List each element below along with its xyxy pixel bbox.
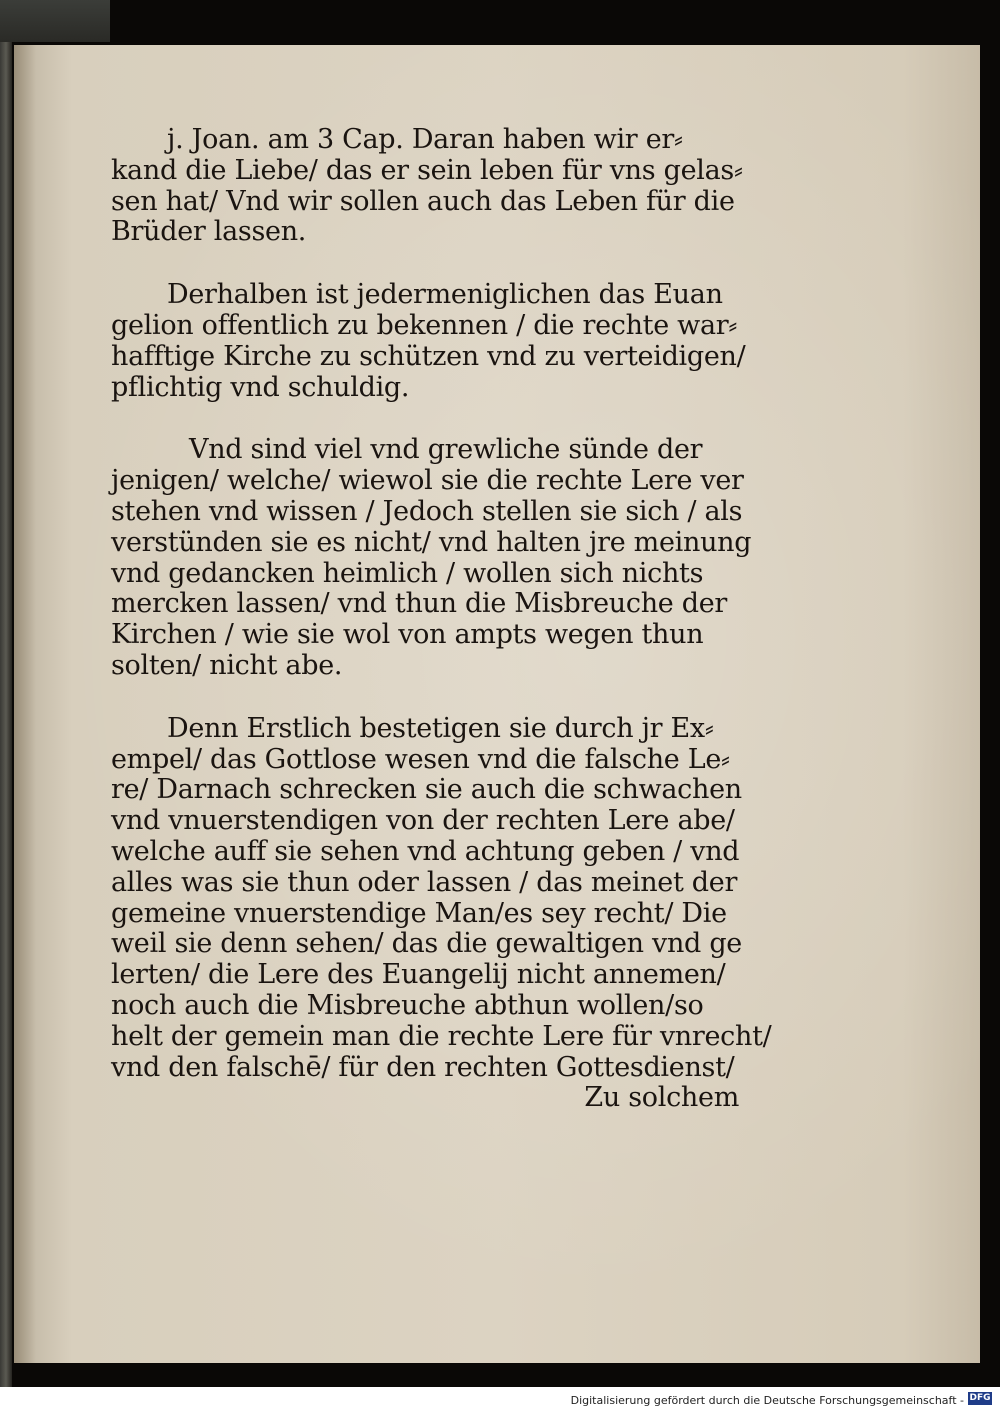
text-line: jenigen/ welche/ wiewol sie die rechte Lere ver	[111, 465, 744, 497]
text-line: gemeine vnuerstendige Man/es sey recht/ Die	[111, 897, 727, 929]
text-line: Brüder lassen.	[111, 216, 307, 248]
funding-credit: Digitalisierung gefördert durch die Deutsche Forschungsgemeinschaft -	[570, 1394, 964, 1407]
text-line: pflichtig vnd schuldig.	[111, 371, 410, 403]
text-line: empel/ das Gottlose wesen vnd die falsche Le⸗	[111, 743, 730, 775]
book-binding-edge	[0, 0, 12, 1387]
paragraph-1	[111, 125, 751, 248]
digitization-footer	[0, 1387, 1000, 1412]
catchword: Zu solchem	[584, 1082, 739, 1114]
book-cover-corner	[0, 0, 110, 42]
text-line: Kirchen / wie sie wol von ampts wegen thun	[111, 619, 704, 651]
text-line: stehen vnd wissen / Jedoch stellen sie sich / als	[111, 495, 743, 527]
text-line: mercken lassen/ vnd thun die Misbreuche der	[111, 588, 728, 620]
text-line: vnd gedancken heimlich / wollen sich nichts	[111, 557, 704, 589]
text-line: solten/ nicht abe.	[111, 649, 343, 681]
paragraph-2	[111, 280, 751, 403]
text-line: hafftige Kirche zu schützen vnd zu verteidigen/	[111, 340, 746, 372]
paragraph-3	[111, 435, 751, 681]
paper-page	[14, 45, 980, 1363]
page-gutter-shadow	[14, 45, 36, 1363]
text-line: Denn Erstlich bestetigen sie durch jr Ex⸗	[167, 712, 714, 744]
text-line: kand die Liebe/ das er sein leben für vns gelas⸗	[111, 154, 743, 186]
paragraph-4	[111, 712, 772, 1114]
text-line: noch auch die Misbreuche abthun wollen/so	[111, 989, 704, 1021]
text-line: sen hat/ Vnd wir sollen auch das Leben für die	[111, 185, 735, 217]
text-line: verstünden sie es nicht/ vnd halten jre meinung	[111, 526, 752, 558]
text-line: Derhalben ist jedermeniglichen das Euan	[167, 279, 723, 311]
text-line: alles was sie thun oder lassen / das meinet der	[111, 866, 738, 898]
text-line: re/ Darnach schrecken sie auch die schwachen	[111, 774, 742, 806]
text-line: j. Joan. am 3 Cap. Daran haben wir er⸗	[167, 124, 683, 155]
text-line: Vnd sind viel vnd grewliche sünde der	[189, 434, 703, 466]
text-line: vnd vnuerstendigen von der rechten Lere abe/	[111, 805, 735, 837]
text-line: helt der gemein man die rechte Lere für vnrecht/	[111, 1020, 772, 1052]
text-line: weil sie denn sehen/ das die gewaltigen vnd ge	[111, 928, 742, 960]
text-line: vnd den falschē/ für den rechten Gottesdienst/	[111, 1051, 735, 1083]
dfg-logo: DFG	[969, 1393, 991, 1403]
text-line: lerten/ die Lere des Euangelij nicht annemen/	[111, 959, 726, 991]
printed-text-block	[111, 124, 772, 1114]
text-line: welche auff sie sehen vnd achtung geben / vnd	[111, 835, 740, 867]
text-line: gelion offentlich zu bekennen / die rechte war⸗	[111, 309, 738, 341]
